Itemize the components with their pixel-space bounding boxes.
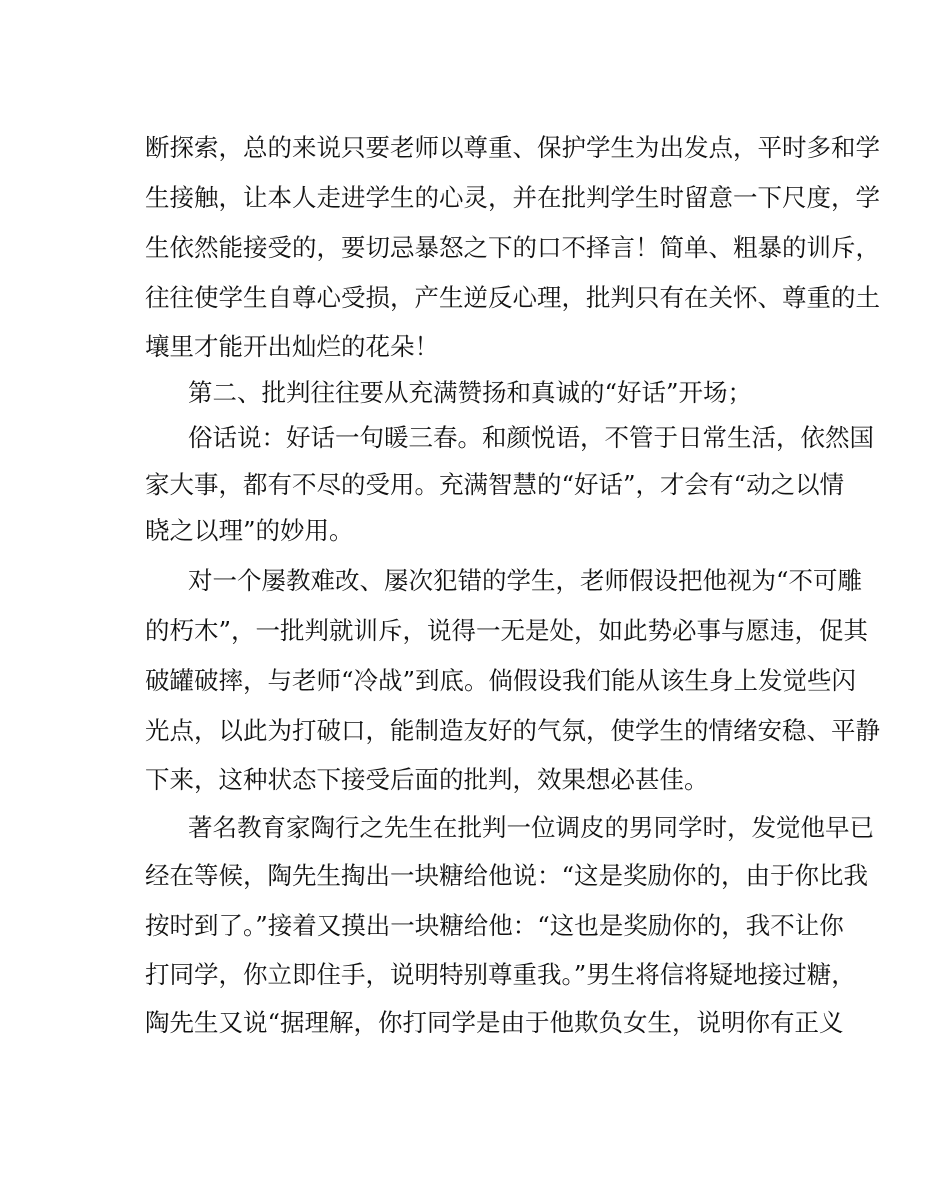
text-line: 壤里才能开出灿烂的花朵！ bbox=[145, 332, 439, 361]
text-line: 晓之以理”的妙用。 bbox=[145, 516, 354, 545]
text-line: 陶先生又说“据理解，你打同学是由于他欺负女生，说明你有正义 bbox=[145, 1008, 844, 1037]
text-line: 生依然能接受的，要切忌暴怒之下的口不择言！简单、粗暴的训斥， bbox=[145, 233, 880, 262]
text-line: 光点，以此为打破口，能制造友好的气氛，使学生的情绪安稳、平静 bbox=[145, 716, 880, 745]
paragraph-first-line: 著名教育家陶行之先生在批判一位调皮的男同学时，发觉他早已 bbox=[188, 813, 874, 842]
text-line: 的朽木”，一批判就训斥，说得一无是处，如此势必事与愿违，促其 bbox=[145, 616, 869, 645]
text-line: 按时到了。”接着又摸出一块糖给他：“这也是奖励你的，我不让你 bbox=[145, 911, 844, 940]
paragraph-first-line: 俗话说：好话一句暖三春。和颜悦语，不管于日常生活，依然国 bbox=[188, 423, 874, 452]
text-line: 下来，这种状态下接受后面的批判，效果想必甚佳。 bbox=[145, 765, 709, 794]
text-line: 生接触，让本人走进学生的心灵，并在批判学生时留意一下尺度，学 bbox=[145, 183, 880, 212]
text-line: 往往使学生自尊心受损，产生逆反心理，批判只有在关怀、尊重的土 bbox=[145, 283, 880, 312]
text-line: 断探索，总的来说只要老师以尊重、保护学生为出发点，平时多和学 bbox=[145, 133, 880, 162]
text-line: 家大事，都有不尽的受用。充满智慧的“好话”，才会有“动之以情 bbox=[145, 470, 845, 499]
text-line: 经在等候，陶先生掏出一块糖给他说：“这是奖励你的，由于你比我 bbox=[145, 861, 869, 890]
section-heading: 第二、批判往往要从充满赞扬和真诚的“好话”开场； bbox=[188, 378, 753, 407]
text-line: 打同学，你立即住手，说明特别尊重我。”男生将信将疑地接过糖， bbox=[145, 960, 856, 989]
text-line: 破罐破摔，与老师“冷战”到底。倘假设我们能从该生身上发觉些闪 bbox=[145, 666, 857, 695]
paragraph-first-line: 对一个屡教难改、屡次犯错的学生，老师假设把他视为“不可雕 bbox=[188, 566, 863, 595]
